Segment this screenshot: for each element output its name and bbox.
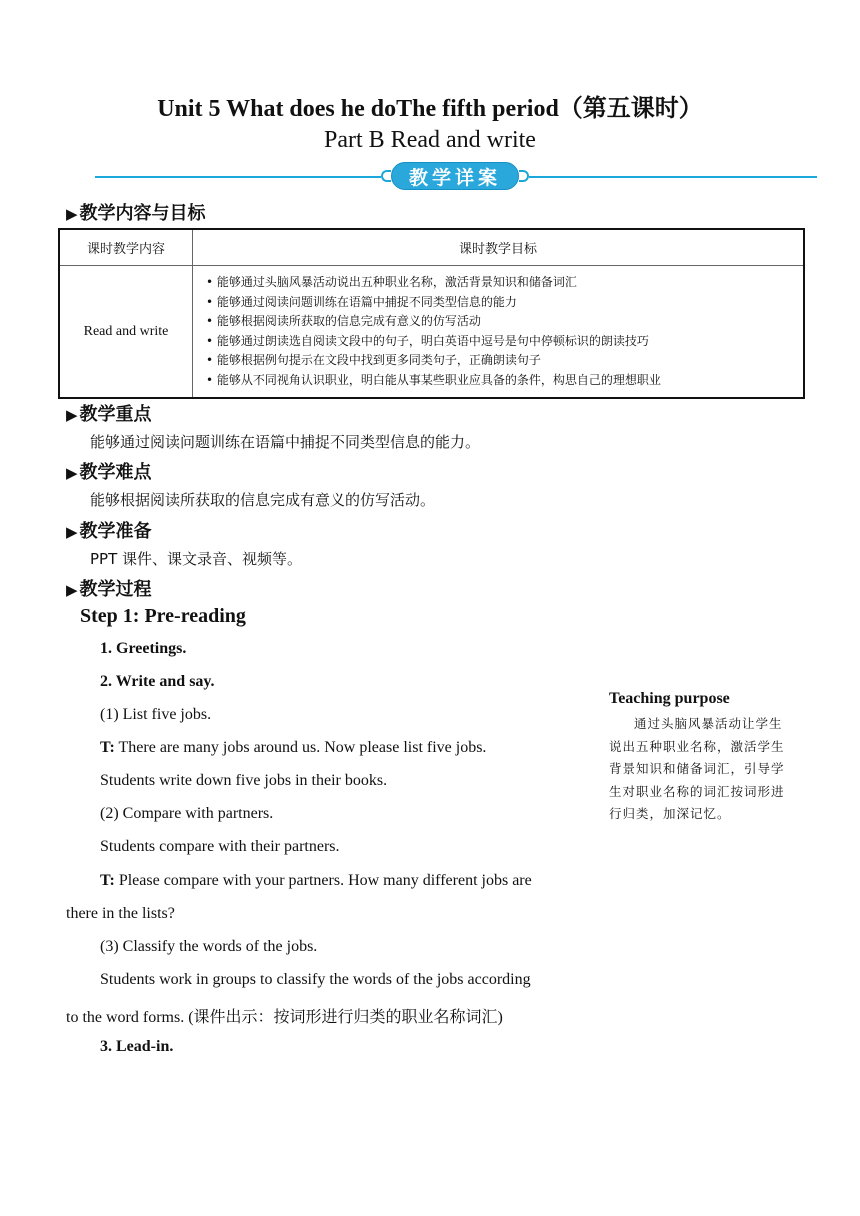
triangle-bullet-icon: ▶ bbox=[66, 406, 78, 424]
section-heading-text: 教学内容与目标 bbox=[79, 203, 206, 224]
banner-cap-left bbox=[381, 170, 391, 182]
section-heading-key-points bbox=[66, 400, 152, 426]
preparation-text: PPT 课件、课文录音、视频等。 bbox=[90, 550, 303, 568]
students-line: Students work in groups to classify the words of the jobs according bbox=[100, 971, 531, 988]
table-row bbox=[59, 266, 804, 399]
section-heading-content-goals bbox=[66, 199, 206, 225]
teacher-line bbox=[100, 739, 486, 757]
section-heading-text: 教学难点 bbox=[79, 462, 152, 483]
teacher-speech: There are many jobs around us. Now please list five jobs. bbox=[114, 739, 487, 756]
goals-table bbox=[58, 228, 805, 399]
item-list-jobs: (1) List five jobs. bbox=[100, 706, 212, 723]
teacher-speech-continued: there in the lists? bbox=[66, 905, 175, 922]
item-compare: (2) Compare with partners. bbox=[100, 805, 274, 822]
goal-item: • 能够根据例句提示在文段中找到更多同类句子，正确朗读句子 bbox=[206, 353, 541, 367]
teacher-line bbox=[100, 872, 532, 890]
goal-item: • 能够从不同视角认识职业，明白能从事某些职业应具备的条件，构思自己的理想职业 bbox=[206, 372, 661, 387]
teacher-speech: Please compare with your partners. How many different jobs are bbox=[114, 872, 532, 889]
table-row-label: Read and write bbox=[59, 266, 193, 399]
section-heading-text: 教学重点 bbox=[79, 404, 152, 425]
goal-item: • 能够通过头脑风暴活动说出五种职业名称，激活背景知识和储备词汇 bbox=[206, 275, 577, 289]
banner-badge bbox=[381, 162, 529, 192]
goal-item: • 能够通过阅读问题训练在语篇中捕捉不同类型信息的能力 bbox=[206, 294, 517, 309]
section-heading-process bbox=[66, 575, 152, 601]
students-line: Students write down five jobs in their books. bbox=[100, 772, 388, 789]
document-subtitle: Part B Read and write bbox=[324, 127, 536, 153]
banner-cap-right bbox=[519, 170, 529, 182]
item-lead-in: 3. Lead-in. bbox=[100, 1038, 174, 1055]
goal-item: • 能够根据阅读所获取的信息完成有意义的仿写活动 bbox=[206, 314, 481, 328]
section-heading-text: 教学准备 bbox=[79, 521, 152, 542]
difficulties-text: 能够根据阅读所获取的信息完成有意义的仿写活动。 bbox=[90, 491, 436, 509]
teaching-purpose-title: Teaching purpose bbox=[609, 690, 730, 707]
students-line: Students compare with their partners. bbox=[100, 838, 340, 855]
banner-badge-label: 教学详案 bbox=[391, 162, 519, 190]
table-header-content: 课时教学内容 bbox=[59, 229, 193, 266]
item-greetings: 1. Greetings. bbox=[100, 640, 187, 657]
triangle-bullet-icon: ▶ bbox=[66, 581, 78, 599]
triangle-bullet-icon: ▶ bbox=[66, 523, 78, 541]
section-heading-preparation bbox=[66, 517, 152, 543]
item-write-say: 2. Write and say. bbox=[100, 673, 215, 690]
goal-item: • 能够通过朗读选自阅读文段中的句子，明白英语中逗号是句中停顿标识的朗读技巧 bbox=[206, 333, 649, 348]
table-header-goals: 课时教学目标 bbox=[193, 229, 805, 266]
teacher-label: T: bbox=[100, 872, 115, 889]
teaching-purpose-text: 通过头脑风暴活动让学生说出五种职业名称，激活学生背景知识和储备词汇，引导学生对职业名称的词汇按词形进行归类，加深记忆。 bbox=[609, 716, 785, 821]
goals-list bbox=[194, 267, 802, 396]
students-line-continued: to the word forms. (课件出示：按词形进行归类的职业名称词汇) bbox=[66, 1009, 503, 1026]
table-header-row bbox=[59, 229, 804, 266]
section-heading-text: 教学过程 bbox=[79, 579, 152, 600]
teacher-label: T: bbox=[100, 739, 115, 756]
triangle-bullet-icon: ▶ bbox=[66, 205, 78, 223]
triangle-bullet-icon: ▶ bbox=[66, 464, 78, 482]
key-points-text: 能够通过阅读问题训练在语篇中捕捉不同类型信息的能力。 bbox=[90, 433, 481, 451]
step-heading: Step 1: Pre-reading bbox=[80, 605, 246, 627]
section-heading-difficulties bbox=[66, 458, 152, 484]
table-goals-cell bbox=[193, 266, 805, 399]
item-classify: (3) Classify the words of the jobs. bbox=[100, 938, 318, 955]
document-title: Unit 5 What does he doThe fifth period（第五课时） bbox=[157, 96, 703, 122]
